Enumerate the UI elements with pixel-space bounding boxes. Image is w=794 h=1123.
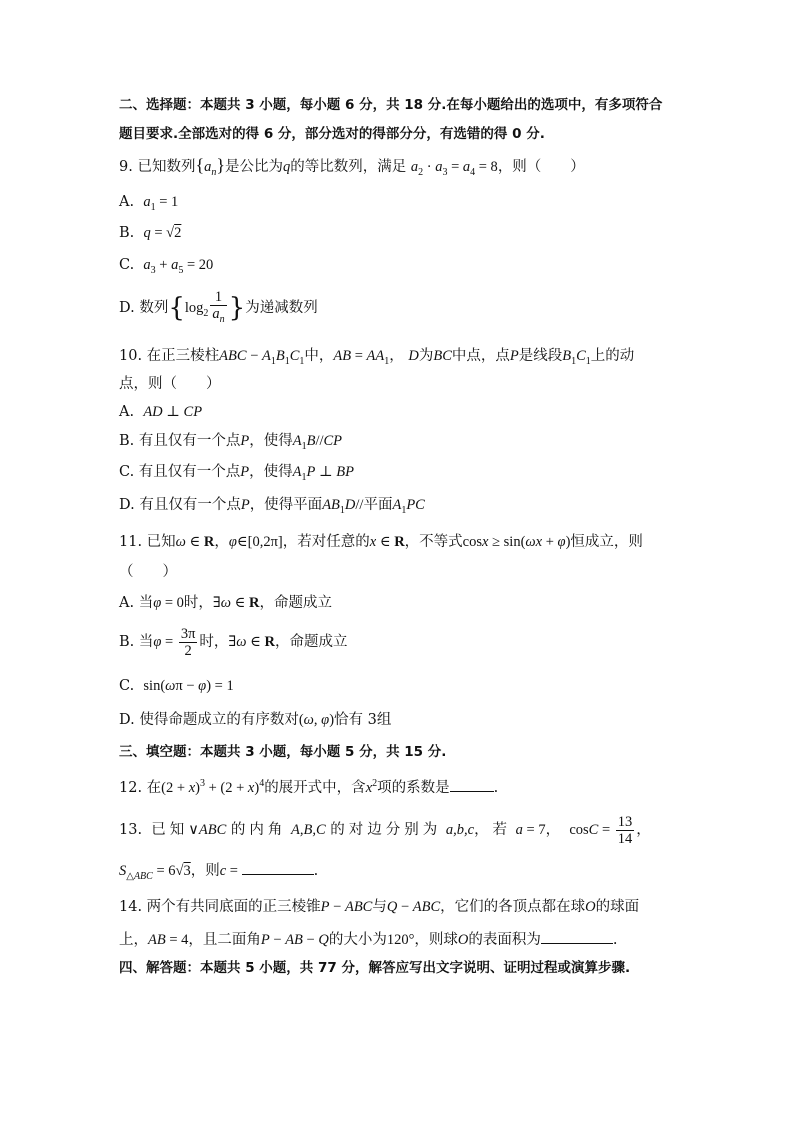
question-11-option-c: C. sin(ωπ − φ) = 1 [119, 678, 234, 694]
question-12: 12. 在$(2 + x)^3 + (2 + x)^4$的展开式中，含$x^2$项的系数是 . [119, 778, 499, 796]
question-10-stem: 10. 在正三棱柱ABC − $A_1B_1C_1$中，AB = $AA_1$， D为BC中点，点P是线段$B_1C_1$上的动 [119, 348, 635, 367]
question-9-stem: 9. 已知数列$\{a_n\}$是公比为q的等比数列，满足 $a_2 \cdot a_3 = a_4 = 8$，则（ ） [119, 155, 585, 178]
question-9-option-b: B. q = √2 [119, 225, 182, 241]
question-11-stem-line2: （ ） [119, 564, 177, 580]
section2-heading-line2: 题目要求.全部选对的得 6 分，部分选对的得部分分，有选错的得 0 分. [119, 126, 545, 142]
question-11-option-d: D. 使得命题成立的有序数对(ω, φ)恰有 3组 [119, 712, 392, 728]
question-13-line2: $S_{\triangle ABC} = 6√3$，则c = . [119, 860, 318, 887]
question-9-option-d: D. 数列{$\log_2$ $\frac{1}{a_n}$ }为递减数列 [119, 288, 318, 325]
question-9-option-a: A. $a_1 = 1$ [119, 194, 179, 213]
question-14-line1: 14. 两个有共同底面的正三棱锥P − ABC与Q − ABC，它们的各顶点都在球O的球面 [119, 899, 640, 915]
section3-heading: 三、填空题：本题共 3 小题，每小题 5 分，共 15 分. [119, 744, 447, 760]
question-14-line2: 上，AB = 4，且二面角P − AB − Q的大小为120°，则球O的表面积为 . [119, 929, 618, 950]
question-10-option-c: C. 有且仅有一个点P，使得$A_1P$ ⊥ BP [119, 464, 354, 483]
question-10-option-b: B. 有且仅有一个点P，使得$A_1B//CP$ [119, 433, 343, 452]
answer-blank-12[interactable] [450, 777, 494, 792]
question-9-option-c: C. $a_3 + a_5 = 20$ [119, 257, 214, 276]
section2-heading-line1: 二、选择题：本题共 3 小题，每小题 6 分，共 18 分.在每小题给出的选项中，有多项符合 [119, 97, 663, 113]
question-10-option-d: D. 有且仅有一个点P，使得平面$AB_1D//$平面$A_1PC$ [119, 497, 425, 516]
answer-blank-13[interactable] [242, 860, 314, 875]
question-13-line1: 13. 已知∨ABC 的内角 A,B,C 的对边分别为 a,b,c，若 a = 7， cosC = $\frac{13}{14}$ ， [119, 813, 651, 847]
question-11-option-b: B. 当φ = $\frac{3\pi}{2}$ 时，∃ω ∈ R，命题成立 [119, 625, 348, 659]
section4-heading: 四、解答题：本题共 5 小题，共 77 分，解答应写出文字说明、证明过程或演算步骤. [119, 960, 631, 976]
question-11-option-a: A. 当φ = 0时，∃ω ∈ R，命题成立 [119, 595, 333, 611]
answer-blank-14[interactable] [541, 929, 613, 944]
question-11-stem: 11. 已知ω ∈ R，φ∈[0,2π]，若对任意的x ∈ R，不等式cosx ≥ sin(ωx + φ)恒成立，则 [119, 534, 643, 550]
question-10-option-a: A. AD ⊥ CP [119, 404, 203, 420]
question-10-stem-line2: 点，则（ ） [119, 376, 221, 392]
